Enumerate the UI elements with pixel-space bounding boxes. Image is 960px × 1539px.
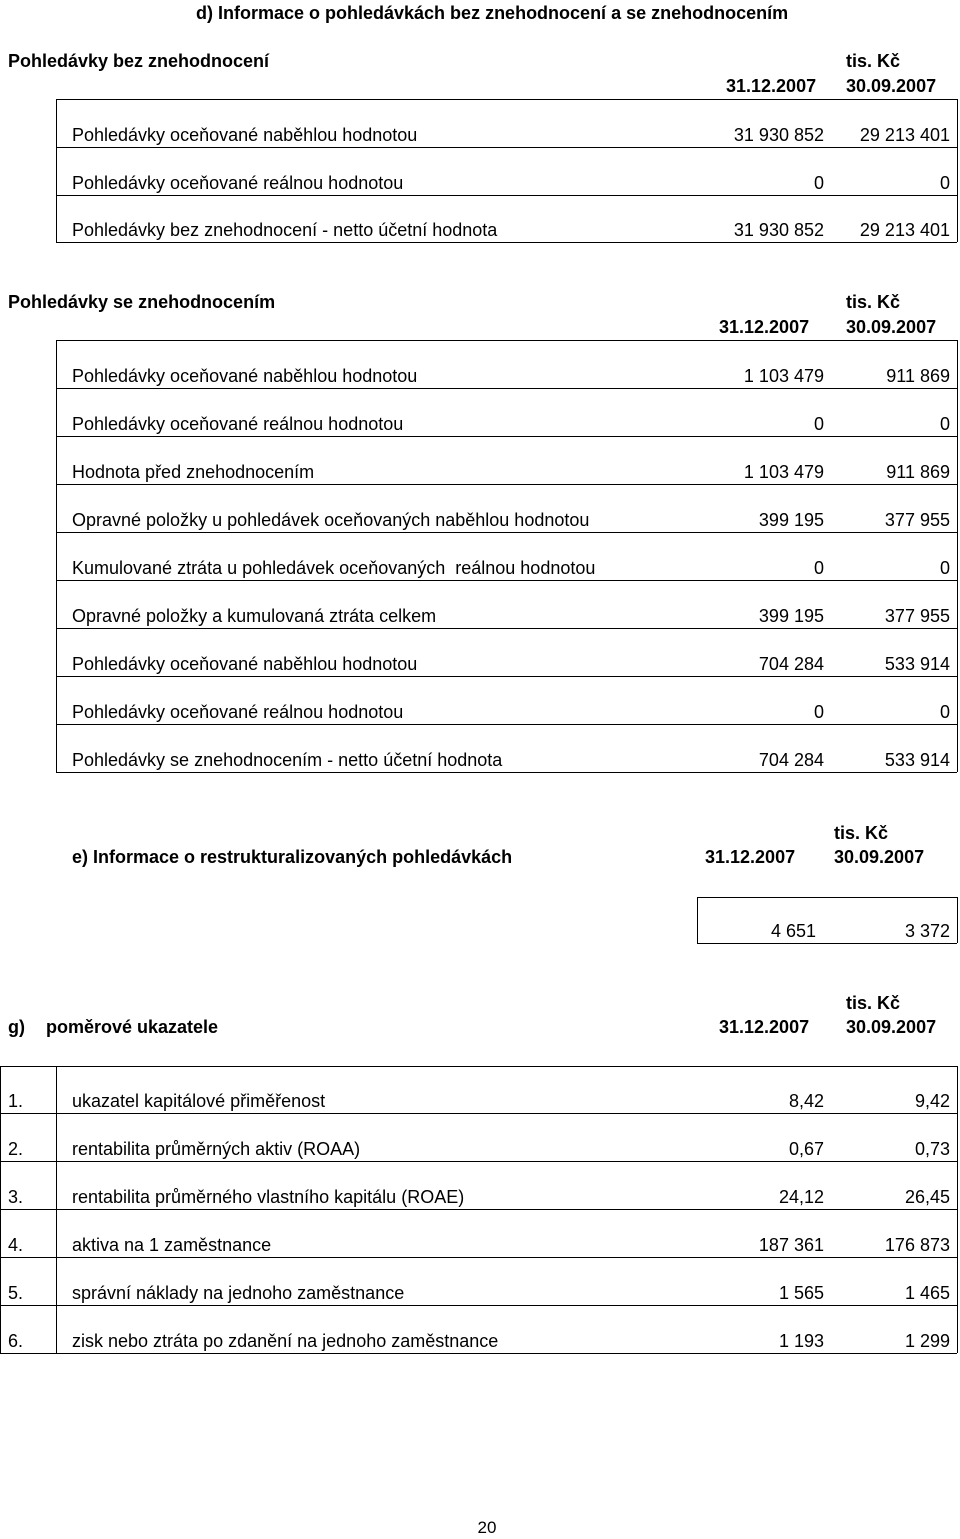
section-e-date1: 31.12.2007 [705, 847, 796, 867]
row-number: 6. [8, 1331, 24, 1351]
bez-title: Pohledávky bez znehodnocení [8, 51, 270, 71]
row-value-1: 0 [813, 173, 824, 193]
row-value-1: 8,42 [788, 1091, 824, 1111]
row-number: 3. [8, 1187, 24, 1207]
row-label: rentabilita průměrného vlastního kapitálu (ROAE) [72, 1187, 465, 1207]
row-label: Hodnota před znehodnocením [72, 462, 315, 482]
row-label: Opravné položky a kumulovaná ztráta celkem [72, 606, 437, 626]
row-label: Pohledávky se znehodnocením - netto účetní hodnota [72, 750, 503, 770]
row-value-1: 1 565 [778, 1283, 824, 1303]
se-date1: 31.12.2007 [719, 317, 810, 337]
row-value-1: 704 284 [758, 750, 824, 770]
page-number: 20 [477, 1518, 497, 1537]
row-label: aktiva na 1 zaměstnance [72, 1235, 272, 1255]
section-g-prefix: g) [8, 1017, 25, 1037]
row-value-2: 1 465 [904, 1283, 950, 1303]
row-value-1: 399 195 [758, 606, 824, 626]
row-label: Pohledávky oceňované naběhlou hodnotou [72, 366, 418, 386]
bez-date1: 31.12.2007 [726, 76, 817, 96]
section-e-unit: tis. Kč [834, 823, 889, 843]
row-value-1: 1 193 [778, 1331, 824, 1351]
row-value-1: 704 284 [758, 654, 824, 674]
row-value-1: 31 930 852 [733, 220, 824, 240]
section-g-date1: 31.12.2007 [719, 1017, 810, 1037]
row-value-2: 29 213 401 [859, 220, 950, 240]
section-e-value-2: 3 372 [904, 921, 950, 941]
row-value-1: 1 103 479 [743, 366, 824, 386]
row-label: Kumulované ztráta u pohledávek oceňovaných reálnou hodnotou [72, 558, 596, 578]
row-value-1: 31 930 852 [733, 125, 824, 145]
section-g-unit: tis. Kč [846, 993, 901, 1013]
row-value-1: 399 195 [758, 510, 824, 530]
row-value-1: 0,67 [788, 1139, 824, 1159]
se-date2: 30.09.2007 [846, 317, 937, 337]
row-value-2: 533 914 [884, 750, 950, 770]
row-value-2: 0 [939, 702, 950, 722]
section-e-date2: 30.09.2007 [834, 847, 925, 867]
row-number: 5. [8, 1283, 24, 1303]
row-value-2: 9,42 [914, 1091, 950, 1111]
section-g-date2: 30.09.2007 [846, 1017, 937, 1037]
row-value-2: 26,45 [904, 1187, 950, 1207]
row-value-1: 0 [813, 558, 824, 578]
row-value-1: 0 [813, 414, 824, 434]
row-value-2: 176 873 [884, 1235, 950, 1255]
bez-unit: tis. Kč [846, 51, 901, 71]
row-label: Pohledávky oceňované reálnou hodnotou [72, 702, 404, 722]
row-value-1: 0 [813, 702, 824, 722]
row-label: Pohledávky oceňované reálnou hodnotou [72, 173, 404, 193]
section-g-title: poměrové ukazatele [46, 1017, 219, 1037]
row-label: ukazatel kapitálové přiměřenost [72, 1091, 326, 1111]
section-e-title: e) Informace o restrukturalizovaných pohledávkách [72, 847, 513, 867]
row-label: Opravné položky u pohledávek oceňovaných naběhlou hodnotou [72, 510, 590, 530]
row-value-1: 24,12 [778, 1187, 824, 1207]
row-label: Pohledávky oceňované reálnou hodnotou [72, 414, 404, 434]
row-value-2: 0 [939, 173, 950, 193]
row-label: zisk nebo ztráta po zdanění na jednoho zaměstnance [72, 1331, 499, 1351]
row-value-2: 0 [939, 558, 950, 578]
row-value-2: 533 914 [884, 654, 950, 674]
row-label: rentabilita průměrných aktiv (ROAA) [72, 1139, 361, 1159]
row-value-2: 377 955 [884, 606, 950, 626]
row-value-2: 1 299 [904, 1331, 950, 1351]
section-d-title: d) Informace o pohledávkách bez znehodnocení a se znehodnocením [196, 3, 789, 23]
row-label: správní náklady na jednoho zaměstnance [72, 1283, 405, 1303]
row-value-2: 911 869 [886, 366, 950, 386]
row-number: 2. [8, 1139, 24, 1159]
row-label: Pohledávky oceňované naběhlou hodnotou [72, 125, 418, 145]
row-number: 4. [8, 1235, 24, 1255]
se-title: Pohledávky se znehodnocením [8, 292, 276, 312]
bez-date2: 30.09.2007 [846, 76, 937, 96]
row-value-2: 911 869 [886, 462, 950, 482]
row-value-2: 29 213 401 [859, 125, 950, 145]
row-value-2: 0,73 [914, 1139, 950, 1159]
se-unit: tis. Kč [846, 292, 901, 312]
row-value-1: 187 361 [758, 1235, 824, 1255]
row-value-1: 1 103 479 [743, 462, 824, 482]
row-label: Pohledávky oceňované naběhlou hodnotou [72, 654, 418, 674]
row-number: 1. [8, 1091, 24, 1111]
row-label: Pohledávky bez znehodnocení - netto účetní hodnota [72, 220, 498, 240]
row-value-2: 377 955 [884, 510, 950, 530]
section-e-value-1: 4 651 [770, 921, 816, 941]
row-value-2: 0 [939, 414, 950, 434]
